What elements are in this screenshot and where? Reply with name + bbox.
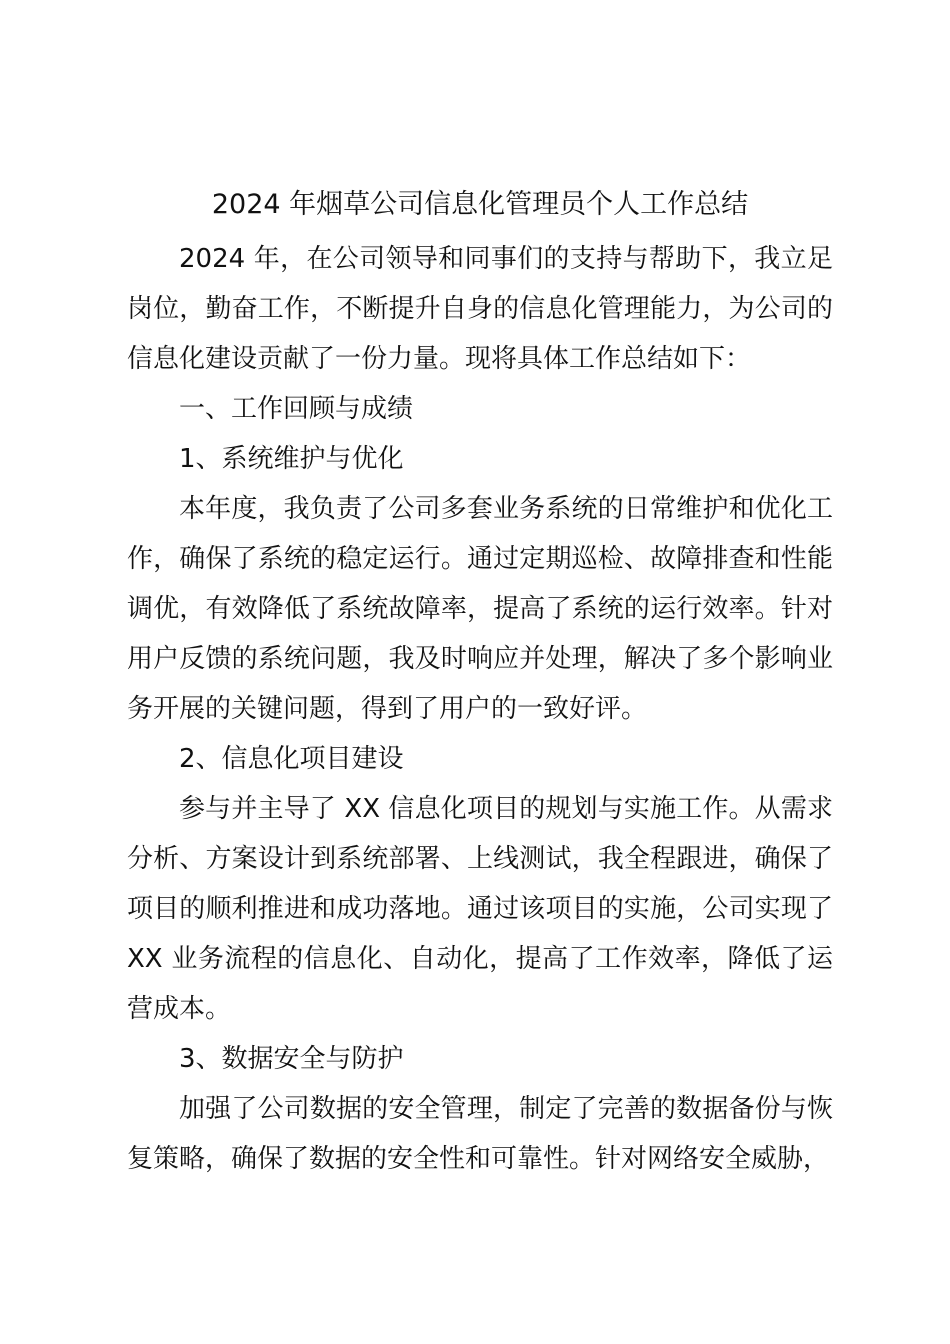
document-title: 2024 年烟草公司信息化管理员个人工作总结 bbox=[211, 189, 749, 220]
intro-paragraph: 2024 年，在公司领导和同事们的支持与帮助下，我立足岗位，勤奋工作，不断提升自身的信息化管理能力，为公司的信息化建设贡献了一份力量。现将具体工作总结如下： bbox=[127, 244, 833, 374]
section-heading-review: 一、工作回顾与成绩 bbox=[179, 394, 414, 424]
data-security-paragraph: 加强了公司数据的安全管理，制定了完善的数据备份与恢复策略，确保了数据的安全性和可靠性。针对网络安全威胁， bbox=[127, 1094, 833, 1174]
document-page bbox=[127, 184, 833, 1184]
subsection-heading-data-security: 3、数据安全与防护 bbox=[179, 1044, 404, 1074]
subsection-heading-system-maintenance: 1、系统维护与优化 bbox=[179, 444, 404, 474]
system-maintenance-paragraph: 本年度，我负责了公司多套业务系统的日常维护和优化工作，确保了系统的稳定运行。通过定期巡检、故障排查和性能调优，有效降低了系统故障率，提高了系统的运行效率。针对用户反馈的系统问题，我及时响应并处理，解决了多个影响业务开展的关键问题，得到了用户的一致好评。 bbox=[127, 494, 833, 724]
it-projects-paragraph: 参与并主导了 XX 信息化项目的规划与实施工作。从需求分析、方案设计到系统部署、上线测试，我全程跟进，确保了项目的顺利推进和成功落地。通过该项目的实施，公司实现了 XX 业务流程的信息化、自动化，提高了工作效率，降低了运营成本。 bbox=[127, 794, 833, 1024]
subsection-heading-it-projects: 2、信息化项目建设 bbox=[179, 744, 404, 774]
